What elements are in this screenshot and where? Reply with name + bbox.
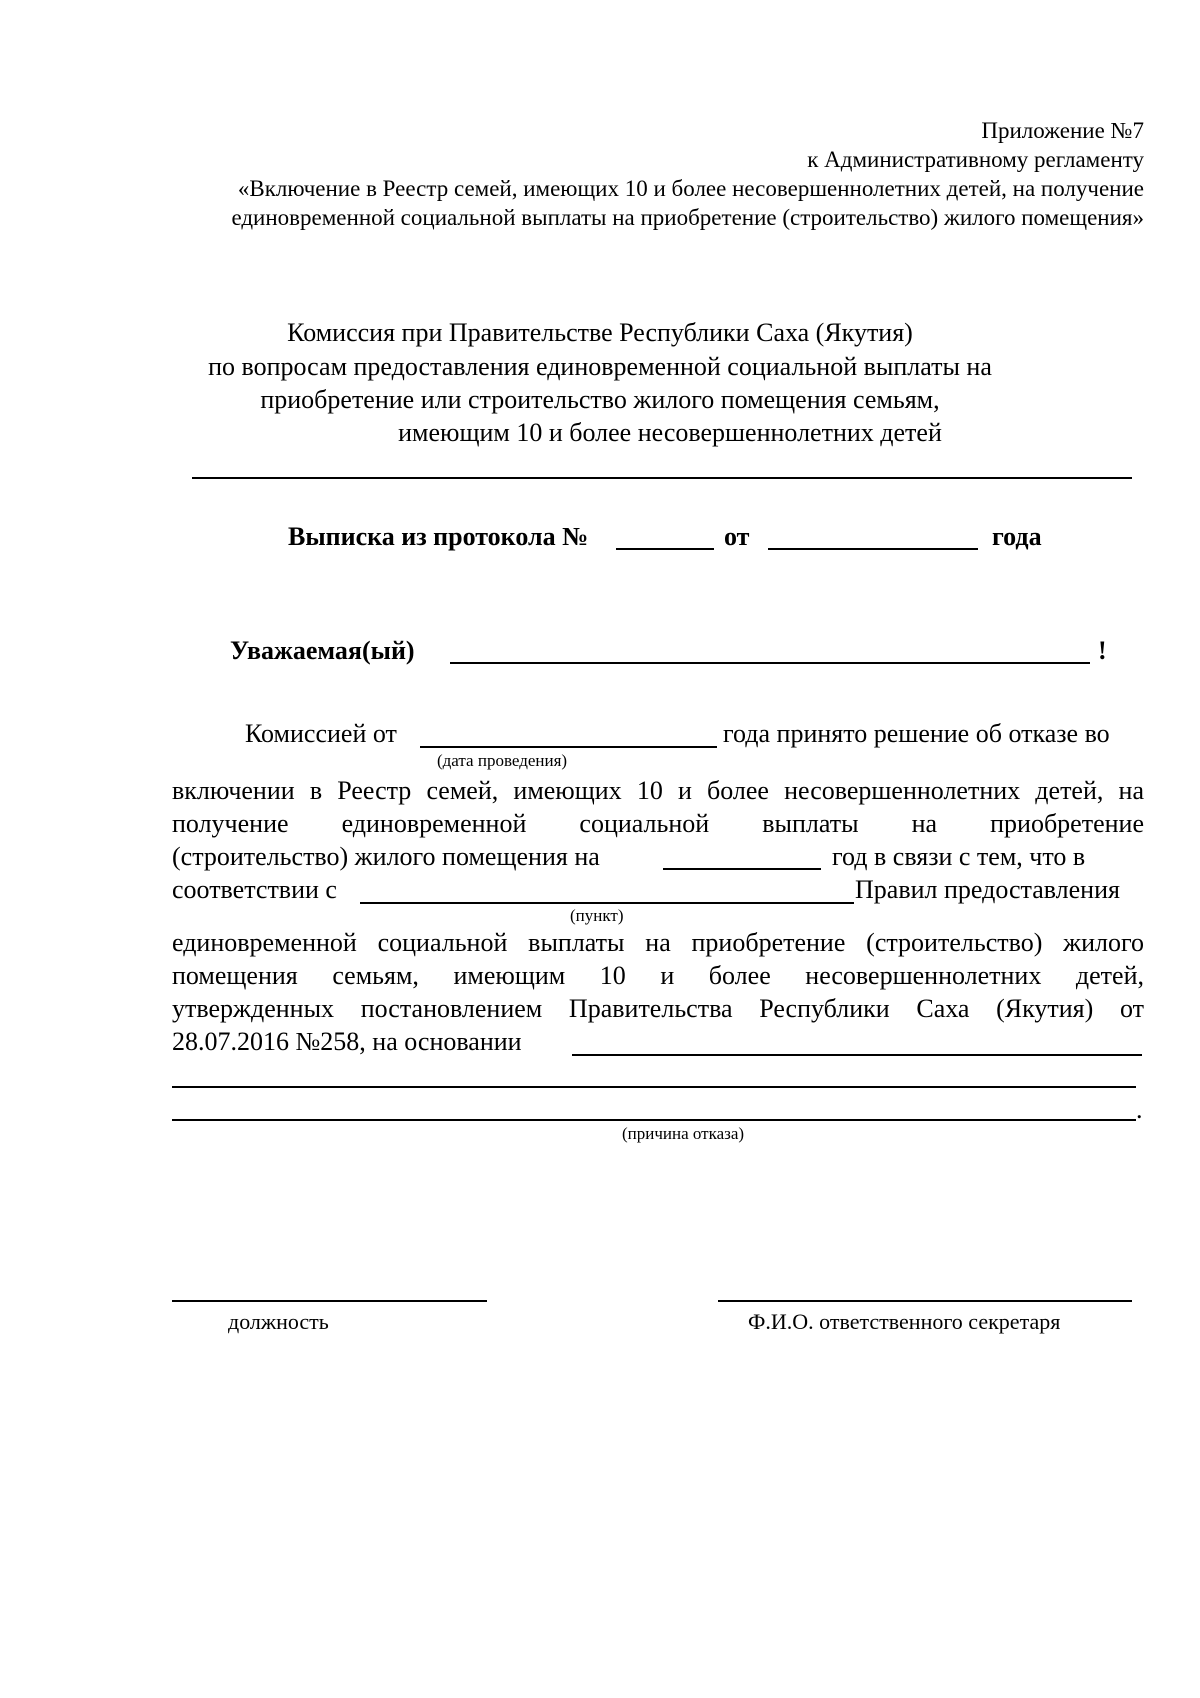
commission-title-line-3: приобретение или строительство жилого помещения семьям, xyxy=(260,385,940,414)
protocol-number-field[interactable] xyxy=(616,548,714,550)
rule-point-field[interactable] xyxy=(360,902,854,904)
greeting-exclamation: ! xyxy=(1098,636,1107,665)
recipient-name-field[interactable] xyxy=(450,662,1090,664)
appendix-number: Приложение №7 xyxy=(981,118,1144,143)
body-line-2: включении в Реестр семей, имеющих 10 и более несовершеннолетних детей, на xyxy=(172,776,1144,805)
body-line-4-start: (строительство) жилого помещения на xyxy=(172,842,600,871)
body-line-6: единовременной социальной выплаты на приобретение (строительство) жилого xyxy=(172,928,1144,957)
commission-title-line-2: по вопросам предоставления единовременной социальной выплаты на xyxy=(208,352,992,381)
reason-field-line-2[interactable] xyxy=(172,1119,1136,1121)
body-line-9-start: 28.07.2016 №258, на основании xyxy=(172,1027,522,1056)
commission-title-line-1: Комиссия при Правительстве Республики Саха (Якутия) xyxy=(287,318,913,347)
regulation-title-line-2: единовременной социальной выплаты на приобретение (строительство) жилого помещения» xyxy=(231,205,1144,230)
protocol-date-field[interactable] xyxy=(768,548,978,550)
reason-field-line-1[interactable] xyxy=(172,1086,1136,1088)
extract-label: Выписка из протокола № xyxy=(288,522,589,551)
point-caption: (пункт) xyxy=(570,906,624,925)
body-line-7: помещения семьям, имеющим 10 и более несовершеннолетних детей, xyxy=(172,961,1144,990)
decision-text-end: года принято решение об отказе во xyxy=(723,719,1110,748)
greeting-label: Уважаемая(ый) xyxy=(230,636,415,665)
extract-year-label: года xyxy=(992,522,1042,551)
body-line-3: получение единовременной социальной выплаты на приобретение xyxy=(172,809,1144,838)
reason-caption: (причина отказа) xyxy=(622,1124,745,1143)
secretary-caption: Ф.И.О. ответственного секретаря xyxy=(748,1309,1061,1334)
position-caption: должность xyxy=(228,1309,329,1334)
date-caption: (дата проведения) xyxy=(437,751,568,770)
meeting-date-field[interactable] xyxy=(420,746,717,748)
commission-title-line-4: имеющим 10 и более несовершеннолетних детей xyxy=(398,418,942,447)
regulation-title-line-1: «Включение в Реестр семей, имеющих 10 и более несовершеннолетних детей, на получение xyxy=(237,176,1144,201)
basis-field[interactable] xyxy=(572,1054,1142,1056)
body-line-5-end: Правил предоставления xyxy=(855,875,1120,904)
secretary-name-line[interactable] xyxy=(718,1300,1132,1302)
year-field[interactable] xyxy=(663,868,821,870)
body-line-8: утвержденных постановлением Правительства Республики Саха (Якутия) от xyxy=(172,994,1144,1023)
position-signature-line[interactable] xyxy=(172,1300,487,1302)
decision-intro: Комиссией от xyxy=(245,719,397,748)
appendix-reference: к Административному регламенту xyxy=(807,147,1144,172)
extract-from-label: от xyxy=(724,522,750,551)
reason-period: . xyxy=(1136,1095,1143,1124)
body-line-4-end: год в связи с тем, что в xyxy=(832,842,1086,871)
body-line-5-start: соответствии с xyxy=(172,875,337,904)
title-separator-line xyxy=(192,477,1132,479)
